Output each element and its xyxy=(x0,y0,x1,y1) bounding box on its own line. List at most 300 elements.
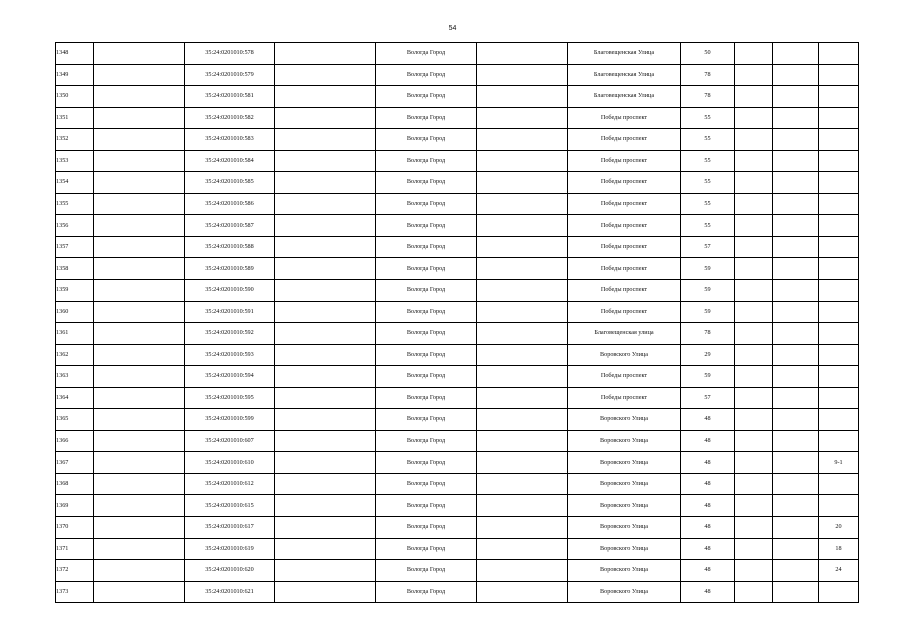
empty-cell xyxy=(94,387,185,409)
empty-cell xyxy=(477,301,568,323)
empty-cell xyxy=(275,150,376,172)
street-cell: Воровского Улица xyxy=(568,344,681,366)
cadastral-number-cell: 35:24:0201010:588 xyxy=(185,236,275,258)
empty-cell xyxy=(275,495,376,517)
row-number-cell: 1352 xyxy=(56,129,94,151)
apartment-cell xyxy=(819,86,859,108)
registry-table xyxy=(55,42,859,603)
empty-cell xyxy=(94,581,185,603)
empty-cell xyxy=(275,236,376,258)
empty-cell xyxy=(94,172,185,194)
empty-cell xyxy=(477,193,568,215)
empty-cell xyxy=(94,215,185,237)
row-number-cell: 1370 xyxy=(56,517,94,539)
empty-cell xyxy=(477,581,568,603)
empty-cell xyxy=(477,280,568,302)
cadastral-number-cell: 35:24:0201010:619 xyxy=(185,538,275,560)
cadastral-number-cell: 35:24:0201010:621 xyxy=(185,581,275,603)
empty-cell xyxy=(735,258,773,280)
house-number-cell: 59 xyxy=(681,280,735,302)
house-number-cell: 29 xyxy=(681,344,735,366)
empty-cell xyxy=(773,43,819,65)
cadastral-number-cell: 35:24:0201010:612 xyxy=(185,473,275,495)
city-cell: Вологда Город xyxy=(376,581,477,603)
cadastral-number-cell: 35:24:0201010:591 xyxy=(185,301,275,323)
apartment-cell xyxy=(819,581,859,603)
empty-cell xyxy=(275,430,376,452)
street-cell: Благовещенская Улица xyxy=(568,43,681,65)
house-number-cell: 48 xyxy=(681,430,735,452)
house-number-cell: 48 xyxy=(681,452,735,474)
empty-cell xyxy=(773,452,819,474)
empty-cell xyxy=(735,215,773,237)
table-row xyxy=(56,473,859,495)
street-cell: Благовещенская Улица xyxy=(568,64,681,86)
row-number-cell: 1364 xyxy=(56,387,94,409)
city-cell: Вологда Город xyxy=(376,538,477,560)
house-number-cell: 55 xyxy=(681,172,735,194)
empty-cell xyxy=(735,280,773,302)
empty-cell xyxy=(275,538,376,560)
street-cell: Воровского Улица xyxy=(568,473,681,495)
empty-cell xyxy=(735,430,773,452)
house-number-cell: 59 xyxy=(681,366,735,388)
table-row xyxy=(56,64,859,86)
city-cell: Вологда Город xyxy=(376,280,477,302)
empty-cell xyxy=(275,64,376,86)
empty-cell xyxy=(735,538,773,560)
empty-cell xyxy=(773,517,819,539)
house-number-cell: 48 xyxy=(681,560,735,582)
table-row xyxy=(56,430,859,452)
empty-cell xyxy=(773,86,819,108)
house-number-cell: 57 xyxy=(681,387,735,409)
empty-cell xyxy=(94,258,185,280)
table-row xyxy=(56,258,859,280)
empty-cell xyxy=(477,107,568,129)
empty-cell xyxy=(94,129,185,151)
row-number-cell: 1361 xyxy=(56,323,94,345)
empty-cell xyxy=(735,129,773,151)
table-row xyxy=(56,193,859,215)
empty-cell xyxy=(94,150,185,172)
apartment-cell xyxy=(819,430,859,452)
table-row xyxy=(56,517,859,539)
apartment-cell xyxy=(819,280,859,302)
empty-cell xyxy=(773,344,819,366)
row-number-cell: 1353 xyxy=(56,150,94,172)
apartment-cell xyxy=(819,193,859,215)
city-cell: Вологда Город xyxy=(376,323,477,345)
table-row xyxy=(56,581,859,603)
empty-cell xyxy=(477,452,568,474)
cadastral-number-cell: 35:24:0201010:617 xyxy=(185,517,275,539)
empty-cell xyxy=(735,43,773,65)
street-cell: Воровского Улица xyxy=(568,452,681,474)
cadastral-number-cell: 35:24:0201010:595 xyxy=(185,387,275,409)
empty-cell xyxy=(94,193,185,215)
empty-cell xyxy=(477,517,568,539)
cadastral-number-cell: 35:24:0201010:585 xyxy=(185,172,275,194)
house-number-cell: 78 xyxy=(681,64,735,86)
street-cell: Победы проспект xyxy=(568,129,681,151)
apartment-cell xyxy=(819,64,859,86)
empty-cell xyxy=(275,43,376,65)
empty-cell xyxy=(735,452,773,474)
row-number-cell: 1359 xyxy=(56,280,94,302)
empty-cell xyxy=(94,517,185,539)
empty-cell xyxy=(773,64,819,86)
empty-cell xyxy=(477,258,568,280)
empty-cell xyxy=(94,452,185,474)
city-cell: Вологда Город xyxy=(376,107,477,129)
empty-cell xyxy=(477,64,568,86)
empty-cell xyxy=(735,517,773,539)
apartment-cell xyxy=(819,344,859,366)
city-cell: Вологда Город xyxy=(376,215,477,237)
empty-cell xyxy=(275,301,376,323)
empty-cell xyxy=(94,538,185,560)
empty-cell xyxy=(477,387,568,409)
apartment-cell: 24 xyxy=(819,560,859,582)
cadastral-number-cell: 35:24:0201010:581 xyxy=(185,86,275,108)
apartment-cell: 9-1 xyxy=(819,452,859,474)
row-number-cell: 1373 xyxy=(56,581,94,603)
table-row xyxy=(56,129,859,151)
cadastral-number-cell: 35:24:0201010:592 xyxy=(185,323,275,345)
table-row xyxy=(56,236,859,258)
table-row xyxy=(56,301,859,323)
empty-cell xyxy=(773,323,819,345)
empty-cell xyxy=(275,107,376,129)
city-cell: Вологда Город xyxy=(376,409,477,431)
empty-cell xyxy=(477,129,568,151)
empty-cell xyxy=(275,280,376,302)
city-cell: Вологда Город xyxy=(376,258,477,280)
empty-cell xyxy=(735,150,773,172)
street-cell: Победы проспект xyxy=(568,280,681,302)
house-number-cell: 55 xyxy=(681,129,735,151)
table-row xyxy=(56,409,859,431)
cadastral-number-cell: 35:24:0201010:587 xyxy=(185,215,275,237)
apartment-cell xyxy=(819,495,859,517)
empty-cell xyxy=(773,280,819,302)
row-number-cell: 1362 xyxy=(56,344,94,366)
empty-cell xyxy=(477,430,568,452)
empty-cell xyxy=(735,344,773,366)
street-cell: Победы проспект xyxy=(568,215,681,237)
city-cell: Вологда Город xyxy=(376,86,477,108)
empty-cell xyxy=(773,193,819,215)
row-number-cell: 1348 xyxy=(56,43,94,65)
table-row xyxy=(56,280,859,302)
house-number-cell: 48 xyxy=(681,517,735,539)
apartment-cell xyxy=(819,473,859,495)
empty-cell xyxy=(275,215,376,237)
row-number-cell: 1365 xyxy=(56,409,94,431)
table-row xyxy=(56,215,859,237)
apartment-cell xyxy=(819,301,859,323)
empty-cell xyxy=(94,107,185,129)
empty-cell xyxy=(477,150,568,172)
city-cell: Вологда Город xyxy=(376,495,477,517)
row-number-cell: 1349 xyxy=(56,64,94,86)
apartment-cell: 20 xyxy=(819,517,859,539)
empty-cell xyxy=(275,86,376,108)
street-cell: Воровского Улица xyxy=(568,495,681,517)
empty-cell xyxy=(477,323,568,345)
empty-cell xyxy=(477,495,568,517)
page-number: 54 xyxy=(448,25,457,32)
empty-cell xyxy=(94,86,185,108)
city-cell: Вологда Город xyxy=(376,387,477,409)
house-number-cell: 59 xyxy=(681,301,735,323)
row-number-cell: 1360 xyxy=(56,301,94,323)
street-cell: Воровского Улица xyxy=(568,538,681,560)
empty-cell xyxy=(94,409,185,431)
empty-cell xyxy=(275,172,376,194)
row-number-cell: 1357 xyxy=(56,236,94,258)
empty-cell xyxy=(735,323,773,345)
house-number-cell: 55 xyxy=(681,193,735,215)
row-number-cell: 1372 xyxy=(56,560,94,582)
row-number-cell: 1358 xyxy=(56,258,94,280)
cadastral-number-cell: 35:24:0201010:593 xyxy=(185,344,275,366)
row-number-cell: 1368 xyxy=(56,473,94,495)
city-cell: Вологда Город xyxy=(376,150,477,172)
street-cell: Победы проспект xyxy=(568,107,681,129)
cadastral-number-cell: 35:24:0201010:615 xyxy=(185,495,275,517)
empty-cell xyxy=(477,172,568,194)
empty-cell xyxy=(735,366,773,388)
street-cell: Победы проспект xyxy=(568,172,681,194)
house-number-cell: 55 xyxy=(681,107,735,129)
house-number-cell: 48 xyxy=(681,473,735,495)
empty-cell xyxy=(94,280,185,302)
empty-cell xyxy=(735,581,773,603)
street-cell: Воровского Улица xyxy=(568,517,681,539)
street-cell: Победы проспект xyxy=(568,193,681,215)
cadastral-number-cell: 35:24:0201010:590 xyxy=(185,280,275,302)
empty-cell xyxy=(735,409,773,431)
city-cell: Вологда Город xyxy=(376,517,477,539)
house-number-cell: 55 xyxy=(681,215,735,237)
empty-cell xyxy=(477,215,568,237)
city-cell: Вологда Город xyxy=(376,473,477,495)
empty-cell xyxy=(773,258,819,280)
empty-cell xyxy=(773,409,819,431)
apartment-cell xyxy=(819,258,859,280)
empty-cell xyxy=(275,387,376,409)
table-body xyxy=(56,43,859,603)
street-cell: Воровского Улица xyxy=(568,560,681,582)
street-cell: Победы проспект xyxy=(568,258,681,280)
street-cell: Благовещенская улица xyxy=(568,323,681,345)
cadastral-number-cell: 35:24:0201010:589 xyxy=(185,258,275,280)
empty-cell xyxy=(275,452,376,474)
house-number-cell: 48 xyxy=(681,409,735,431)
row-number-cell: 1366 xyxy=(56,430,94,452)
house-number-cell: 48 xyxy=(681,495,735,517)
street-cell: Воровского Улица xyxy=(568,409,681,431)
empty-cell xyxy=(275,344,376,366)
empty-cell xyxy=(94,495,185,517)
table-row xyxy=(56,86,859,108)
street-cell: Победы проспект xyxy=(568,366,681,388)
apartment-cell xyxy=(819,129,859,151)
cadastral-number-cell: 35:24:0201010:599 xyxy=(185,409,275,431)
apartment-cell xyxy=(819,215,859,237)
house-number-cell: 50 xyxy=(681,43,735,65)
empty-cell xyxy=(735,64,773,86)
city-cell: Вологда Город xyxy=(376,193,477,215)
empty-cell xyxy=(477,366,568,388)
city-cell: Вологда Город xyxy=(376,366,477,388)
empty-cell xyxy=(477,409,568,431)
empty-cell xyxy=(477,473,568,495)
apartment-cell xyxy=(819,107,859,129)
city-cell: Вологда Город xyxy=(376,452,477,474)
apartment-cell xyxy=(819,172,859,194)
empty-cell xyxy=(94,560,185,582)
cadastral-number-cell: 35:24:0201010:584 xyxy=(185,150,275,172)
cadastral-number-cell: 35:24:0201010:610 xyxy=(185,452,275,474)
empty-cell xyxy=(773,301,819,323)
row-number-cell: 1367 xyxy=(56,452,94,474)
table-row xyxy=(56,538,859,560)
table-row xyxy=(56,344,859,366)
row-number-cell: 1363 xyxy=(56,366,94,388)
row-number-cell: 1354 xyxy=(56,172,94,194)
cadastral-number-cell: 35:24:0201010:586 xyxy=(185,193,275,215)
empty-cell xyxy=(773,150,819,172)
empty-cell xyxy=(773,107,819,129)
empty-cell xyxy=(773,236,819,258)
city-cell: Вологда Город xyxy=(376,236,477,258)
city-cell: Вологда Город xyxy=(376,129,477,151)
apartment-cell xyxy=(819,387,859,409)
house-number-cell: 78 xyxy=(681,323,735,345)
apartment-cell xyxy=(819,43,859,65)
empty-cell xyxy=(275,129,376,151)
empty-cell xyxy=(735,236,773,258)
house-number-cell: 48 xyxy=(681,538,735,560)
empty-cell xyxy=(735,387,773,409)
apartment-cell xyxy=(819,236,859,258)
house-number-cell: 78 xyxy=(681,86,735,108)
table-row xyxy=(56,452,859,474)
empty-cell xyxy=(773,495,819,517)
house-number-cell: 48 xyxy=(681,581,735,603)
apartment-cell xyxy=(819,150,859,172)
table-row xyxy=(56,366,859,388)
street-cell: Победы проспект xyxy=(568,387,681,409)
street-cell: Воровского Улица xyxy=(568,430,681,452)
row-number-cell: 1351 xyxy=(56,107,94,129)
apartment-cell xyxy=(819,323,859,345)
table-row xyxy=(56,107,859,129)
empty-cell xyxy=(735,172,773,194)
empty-cell xyxy=(773,366,819,388)
empty-cell xyxy=(275,560,376,582)
table-row xyxy=(56,495,859,517)
empty-cell xyxy=(773,473,819,495)
empty-cell xyxy=(275,258,376,280)
empty-cell xyxy=(94,43,185,65)
empty-cell xyxy=(735,560,773,582)
empty-cell xyxy=(735,495,773,517)
table-row xyxy=(56,323,859,345)
empty-cell xyxy=(735,473,773,495)
city-cell: Вологда Город xyxy=(376,430,477,452)
empty-cell xyxy=(94,323,185,345)
table-row xyxy=(56,150,859,172)
empty-cell xyxy=(773,560,819,582)
cadastral-number-cell: 35:24:0201010:620 xyxy=(185,560,275,582)
table-row xyxy=(56,560,859,582)
empty-cell xyxy=(275,323,376,345)
empty-cell xyxy=(275,581,376,603)
table-row xyxy=(56,387,859,409)
city-cell: Вологда Город xyxy=(376,344,477,366)
street-cell: Победы проспект xyxy=(568,236,681,258)
empty-cell xyxy=(477,43,568,65)
empty-cell xyxy=(773,129,819,151)
cadastral-number-cell: 35:24:0201010:582 xyxy=(185,107,275,129)
city-cell: Вологда Город xyxy=(376,560,477,582)
empty-cell xyxy=(94,430,185,452)
street-cell: Победы проспект xyxy=(568,301,681,323)
house-number-cell: 59 xyxy=(681,258,735,280)
empty-cell xyxy=(94,64,185,86)
row-number-cell: 1356 xyxy=(56,215,94,237)
house-number-cell: 57 xyxy=(681,236,735,258)
table-row xyxy=(56,172,859,194)
empty-cell xyxy=(735,193,773,215)
empty-cell xyxy=(773,172,819,194)
apartment-cell xyxy=(819,366,859,388)
city-cell: Вологда Город xyxy=(376,64,477,86)
empty-cell xyxy=(94,344,185,366)
empty-cell xyxy=(94,473,185,495)
street-cell: Победы проспект xyxy=(568,150,681,172)
empty-cell xyxy=(773,387,819,409)
empty-cell xyxy=(735,107,773,129)
empty-cell xyxy=(477,538,568,560)
cadastral-number-cell: 35:24:0201010:607 xyxy=(185,430,275,452)
table-row xyxy=(56,43,859,65)
empty-cell xyxy=(477,344,568,366)
row-number-cell: 1371 xyxy=(56,538,94,560)
city-cell: Вологда Город xyxy=(376,172,477,194)
cadastral-number-cell: 35:24:0201010:579 xyxy=(185,64,275,86)
empty-cell xyxy=(773,581,819,603)
empty-cell xyxy=(773,215,819,237)
empty-cell xyxy=(773,538,819,560)
empty-cell xyxy=(477,560,568,582)
empty-cell xyxy=(275,366,376,388)
empty-cell xyxy=(275,193,376,215)
apartment-cell xyxy=(819,409,859,431)
empty-cell xyxy=(275,473,376,495)
apartment-cell: 18 xyxy=(819,538,859,560)
empty-cell xyxy=(94,366,185,388)
cadastral-number-cell: 35:24:0201010:578 xyxy=(185,43,275,65)
street-cell: Воровского Улица xyxy=(568,581,681,603)
street-cell: Благовещенская Улица xyxy=(568,86,681,108)
empty-cell xyxy=(735,301,773,323)
empty-cell xyxy=(94,301,185,323)
